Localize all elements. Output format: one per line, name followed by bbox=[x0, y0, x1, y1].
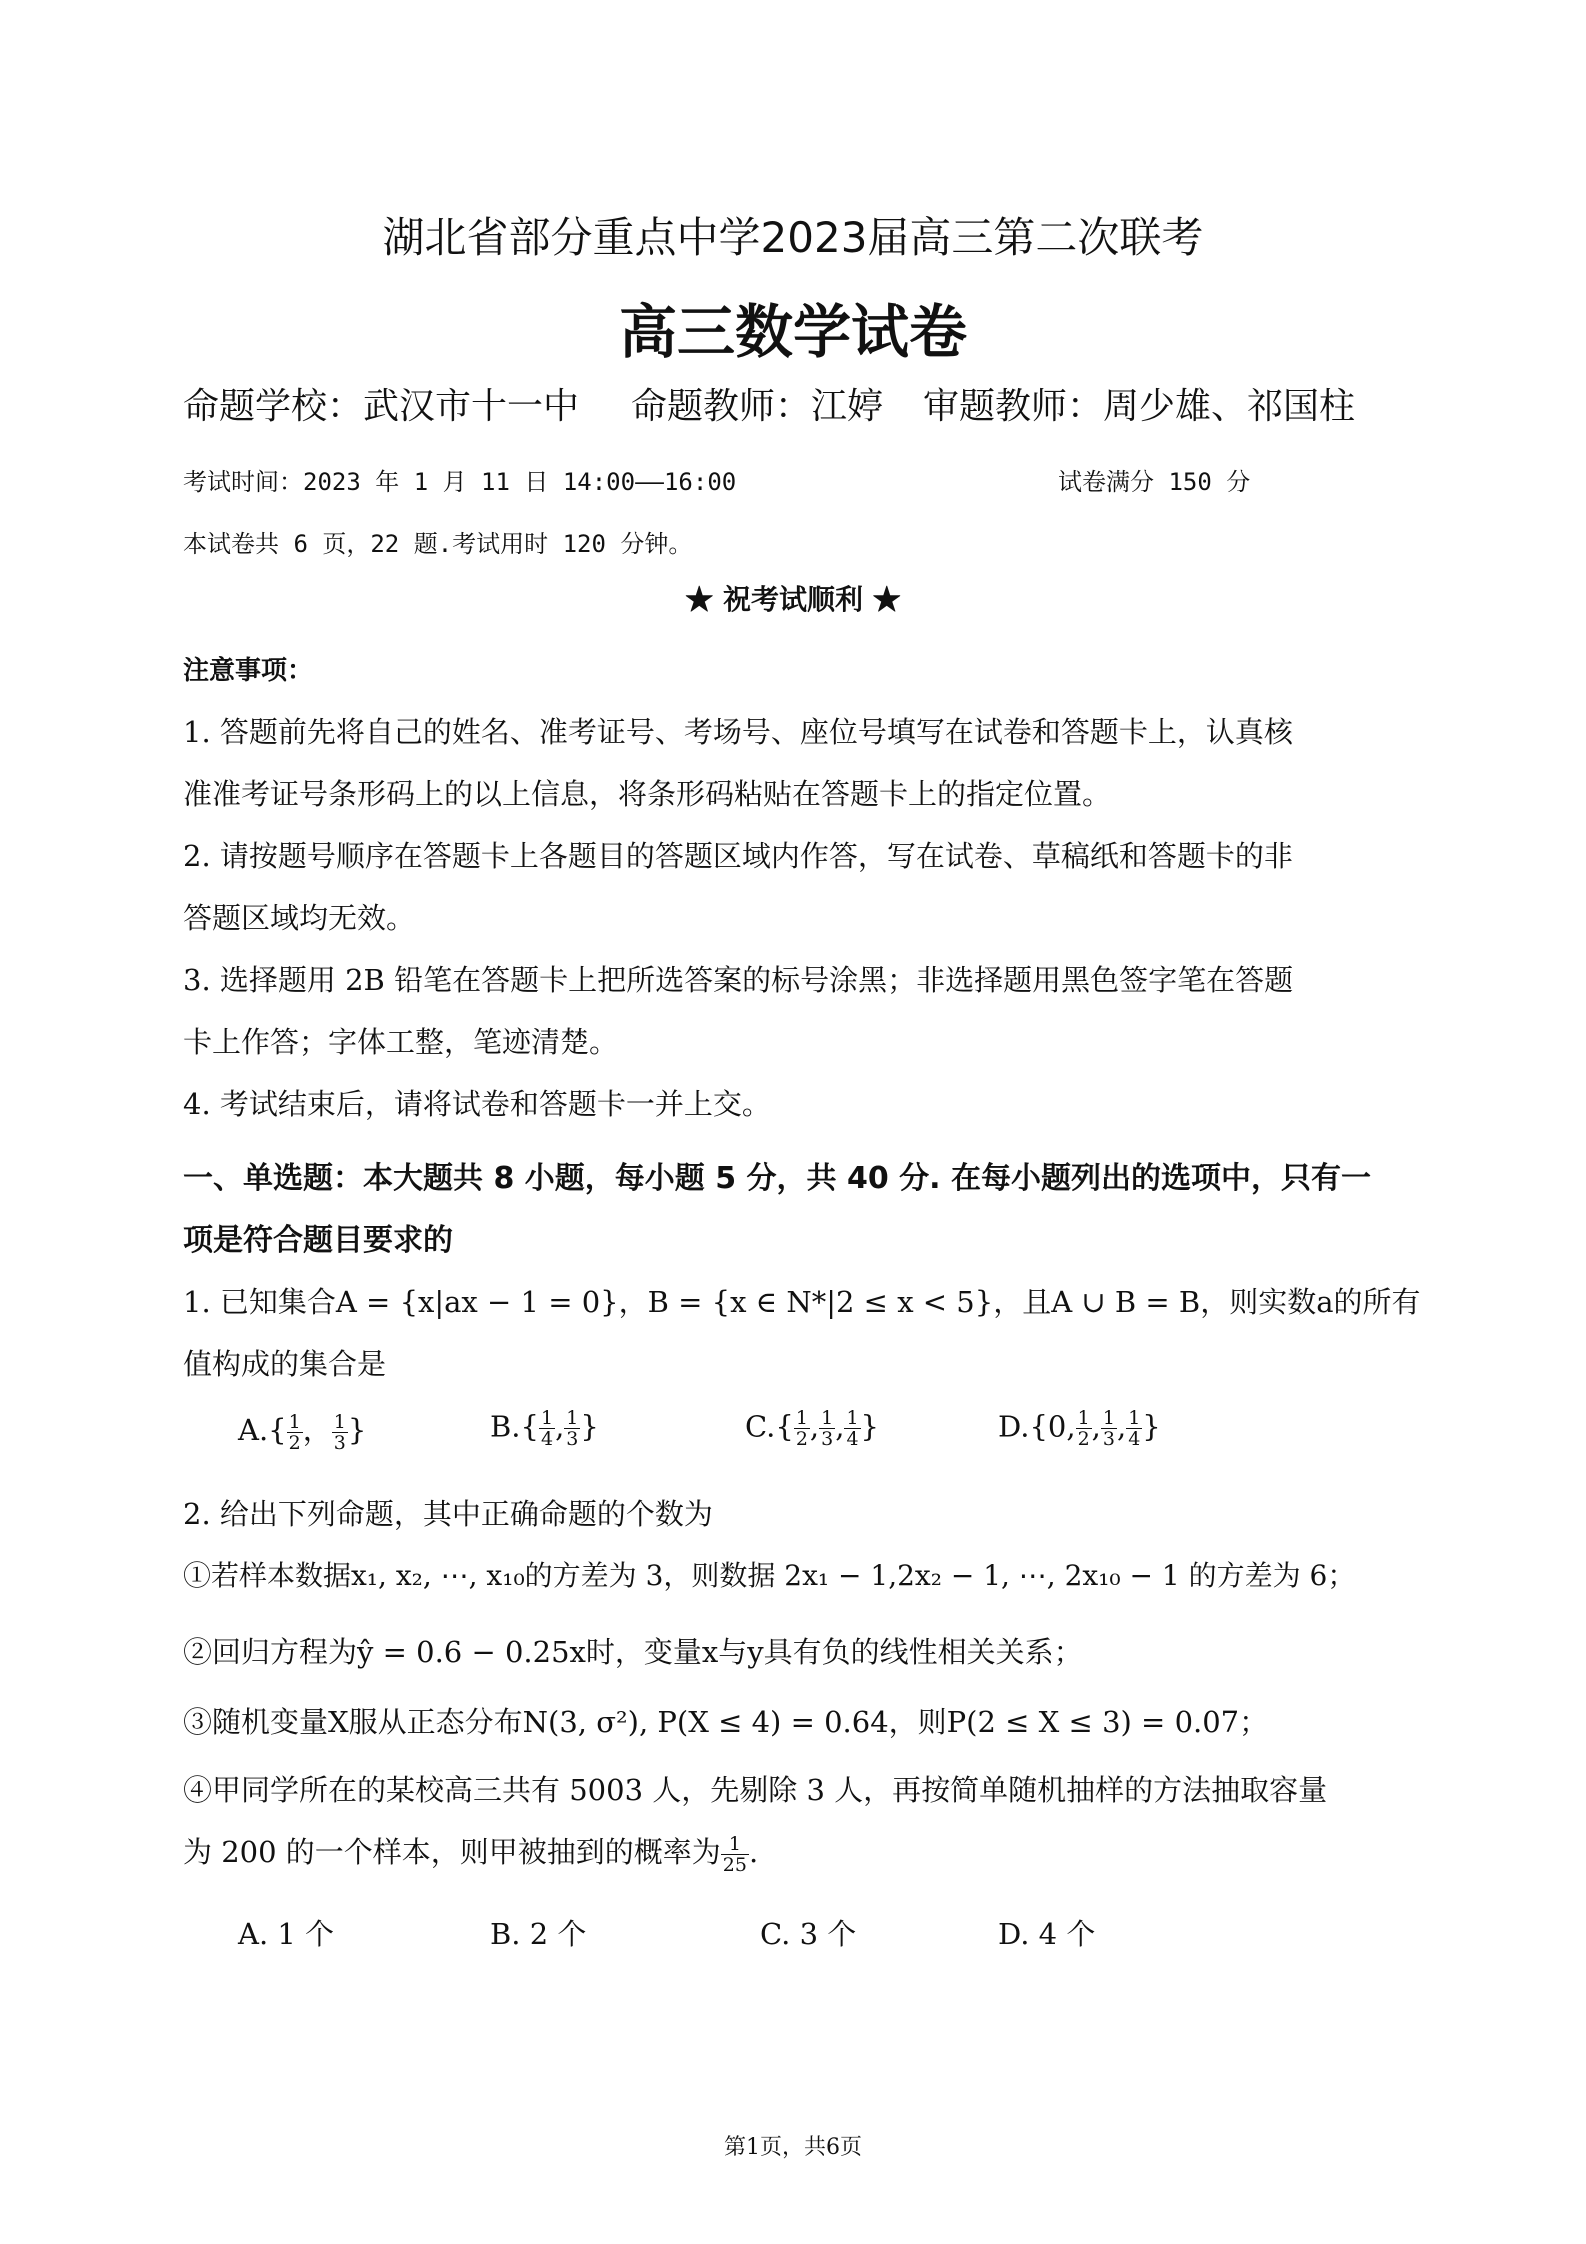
exam-summary: 本试卷共 6 页，22 题.考试用时 120 分钟。 bbox=[183, 530, 693, 558]
q1-option-a: A.{ $\frac{1}{2}$ ， $\frac{1}{3}$ } bbox=[238, 1410, 367, 1454]
q1-option-c: C.{ $\frac{1}{2}$ , $\frac{1}{3}$ , $\frac{1}{4}$ } bbox=[745, 1407, 879, 1450]
q2-statement-4-line-2: 为 200 的一个样本，则甲被抽到的概率为 $\frac{1}{25}$ . bbox=[183, 1832, 759, 1876]
q2-stem: 2. 给出下列命题，其中正确命题的个数为 bbox=[183, 1497, 713, 1531]
q1-stem-line-1: 1. 已知集合A = {x|ax − 1 = 0}，B = {x ∈ N*|2 ≤ x < 5}，且A ∪ B = B，则实数a的所有 bbox=[183, 1285, 1421, 1319]
q2-option-a: A. 1 个 bbox=[238, 1917, 335, 1951]
note-1-line-2: 准准考证号条形码上的以上信息，将条形码粘贴在答题卡上的指定位置。 bbox=[183, 777, 1112, 811]
exam-subject-title: 高三数学试卷 bbox=[618, 298, 967, 366]
notes-title: 注意事项： bbox=[183, 656, 314, 686]
q2-statement-1: ①若样本数据x₁, x₂, ⋯, x₁₀的方差为 3，则数据 2x₁ − 1,2x₂ − 1, ⋯, 2x₁₀ − 1 的方差为 6； bbox=[183, 1559, 1356, 1592]
q2-statement-2: ②回归方程为ŷ = 0.6 − 0.25x时，变量x与y具有负的线性相关关系； bbox=[183, 1635, 1083, 1669]
q2-option-b: B. 2 个 bbox=[490, 1917, 587, 1951]
section-1-heading-line-1: 一、单选题：本大题共 8 小题，每小题 5 分，共 40 分. 在每小题列出的选项中，只有一 bbox=[183, 1161, 1372, 1196]
q2-option-d: D. 4 个 bbox=[998, 1917, 1096, 1951]
note-4: 4. 考试结束后，请将试卷和答题卡一并上交。 bbox=[183, 1087, 771, 1121]
q1-stem-line-2: 值构成的集合是 bbox=[183, 1347, 387, 1381]
teacher-label: 命题教师：江婷 bbox=[631, 386, 884, 427]
note-2-line-1: 2. 请按题号顺序在答题卡上各题目的答题区域内作答，写在试卷、草稿纸和答题卡的非 bbox=[183, 839, 1293, 873]
q2-option-c: C. 3 个 bbox=[760, 1917, 857, 1951]
note-3-line-1: 3. 选择题用 2B 铅笔在答题卡上把所选答案的标号涂黑；非选择题用黑色签字笔在答题 bbox=[183, 963, 1294, 997]
note-1-line-1: 1. 答题前先将自己的姓名、准考证号、考场号、座位号填写在试卷和答题卡上，认真核 bbox=[183, 715, 1293, 749]
note-2-line-2: 答题区域均无效。 bbox=[183, 901, 416, 935]
q2-statement-3: ③随机变量X服从正态分布N(3, σ²), P(X ≤ 4) = 0.64，则P(2 ≤ X ≤ 3) = 0.07； bbox=[183, 1705, 1269, 1739]
full-score: 试卷满分 150 分 bbox=[1058, 468, 1251, 496]
exam-staff-line bbox=[183, 378, 1407, 429]
good-luck-banner: ★ 祝考试顺利 ★ bbox=[685, 583, 901, 616]
exam-series-title: 湖北省部分重点中学2023届高三第二次联考 bbox=[382, 213, 1204, 262]
reviewer-label: 审题教师：周少雄、祁国柱 bbox=[923, 386, 1356, 427]
q2-statement-4-line-1: ④甲同学所在的某校高三共有 5003 人，先剔除 3 人，再按简单随机抽样的方法抽取容量 bbox=[183, 1773, 1328, 1807]
q1-option-d: D.{0, $\frac{1}{2}$ , $\frac{1}{3}$ , $\frac{1}{4}$ } bbox=[998, 1407, 1161, 1450]
section-1-heading-line-2: 项是符合题目要求的 bbox=[183, 1223, 453, 1258]
q1-option-b: B.{ $\frac{1}{4}$ , $\frac{1}{3}$ } bbox=[490, 1407, 599, 1450]
note-3-line-2: 卡上作答；字体工整，笔迹清楚。 bbox=[183, 1025, 619, 1059]
exam-time: 考试时间：2023 年 1 月 11 日 14:00——16:00 bbox=[183, 468, 737, 496]
page-footer: 第1页，共6页 bbox=[724, 2135, 862, 2160]
school-label: 命题学校：武汉市十一中 bbox=[183, 386, 580, 427]
